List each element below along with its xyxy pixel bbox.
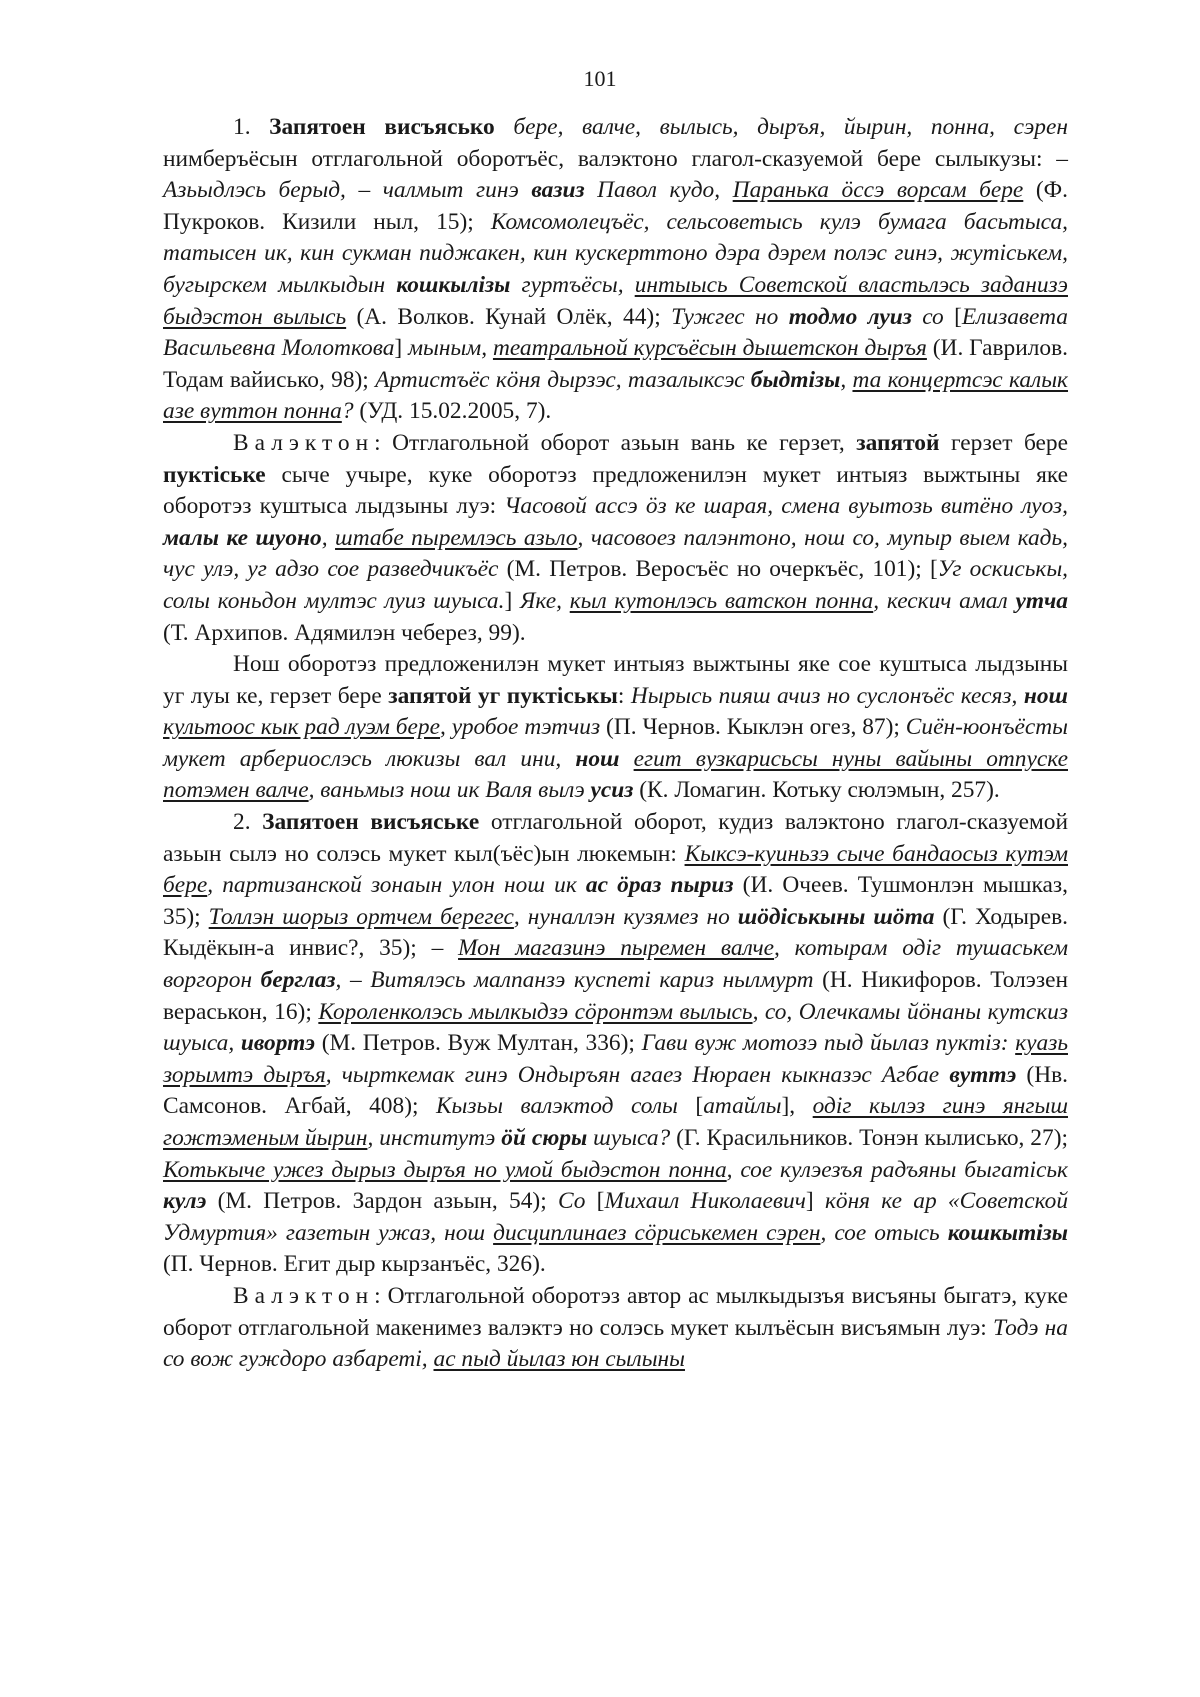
paragraph-5: Валэктон: Отглагольной оборотэз автор ас мылкыдызъя висъяны быгатэ, куке оборот отглагольной макенимез валэктэ но солэсь мукет кылъёсын висъямын луэ: Тодэ на со вож гуждоро азбаретi, ас пыд йылаз юн сылыны [163,1282,1068,1373]
text-body [163,112,1068,1376]
page-number: 101 [583,66,617,91]
paragraph-4: 2. Запятоен висъяське отглагольной оборот, кудиз валэктоно глагол-сказуемой азьын сылэ но солэсь мукет кыл(ъёс)ын люкемын: Кыксэ-куиньзэ сыче бандаосыз кутэм бере, партизанской зонаын улон нош ик ас öраз пыриз (И. Очеев. Тушмонлэн мышказ, 35); Толлэн шорыз ортчем берегес, нуналлэн кузямез но шöдiськыны шöта (Г. Ходырев. Кыдёкын-а инвис?, 35); – Мон магазинэ пыремен валче, котырам одiг тушаськем воргорон берглаз, – Витялэсь малпанзэ куспетi кариз нылмурт (Н. Никифоров. Толэзен вераськон, 16); Короленколэсь мылкыдзэ сöронтэм вылысь, со, Олечкамы йöнаны кутскиз шуыса, ивортэ (М. Петров. Вуж Мултан, 336); Гави вуж мотозэ пыд йылаз пуктiз: куазь зорымтэ дыръя, чырткемак гинэ Ондыръян агаез Нюраен кыкназэс Агбае вуттэ (Нв. Самсонов. Агбай, 408); Кызьы валэктод солы [атайлы], одiг кылэз гинэ янгыш гожтэменым йырин, институтэ öй сюры шуыса? (Г. Красильников. Тонэн кылисько, 27); Котькыче ужез дырыз дыръя но умой быдэстон понна, сое кулэезъя радъяны быгатiськ кулэ (М. Петров. Зардон азьын, 54); Со [Михаил Николаевич] кöня ке ар «Советской Удмуртия» газетын ужаз, нош дисциплинаез сöриськемен сэрен, сое отысь кошкытiзы (П. Чернов. Егит дыр кырзанъёс, 326). [163,809,1069,1278]
paragraph-3: Нош оборотэз предложенилэн мукет интыяз выжтыны яке сое куштыса лыдзыны уг луы ке, герзет бере запятой уг пуктiськы: Нырысь пияш ачиз но суслонъёс кесяз, нош культоос кык рад луэм бере, уробое тэтчиз (П. Чернов. Кыклэн огез, 87); Сиён-юонъёсты мукет арбериослэсь люкизы вал ини, нош егит вузкарисьсы нуны вайыны отпуске потэмен валче, ваньмыз нош ик Валя вылэ усиз (К. Ломагин. Котьку сюлэмын, 257). [163,651,1068,804]
paragraph-1: 1. Запятоен висъясько бере, валче, вылысь, дыръя, йырин, понна, сэрен нимберъёсын отглагольной оборотъёс, валэктоно глагол-сказуемой бере сылыкузы: – Азьыдлэсь берыд, – чалмыт гинэ вазиз Павол кудо, Паранька öссэ ворсам бере (Ф. Пукроков. Кизили ныл, 15); Комсомолецъёс, сельсоветысь кулэ бумага басьтыса, татысен ик, кин сукман пиджакен, кин кускерттоно дэра дэрем полэс гинэ, жутiськем, бугырскем мылкыдын кошкылiзы гуртъёсы, интыысь Советской властьлэсь заданизэ быдэстон вылысь (А. Волков. Кунай Олёк, 44); Тужгес но тодмо луиз со [Елизавета Васильевна Молоткова] мыным, театральной курсъёсын дышетскон дыръя (И. Гаврилов. Тодам вайисько, 98); Артистъёс кöня дырзэс, тазалыксэс быдтiзы, та концертсэс калык азе вуттон понна? (УД. 15.02.2005, 7). [163,114,1069,425]
paragraph-2: Валэктон: Отглагольной оборот азьын вань ке герзет, запятой герзет бере пуктiське сыче учыре, куке оборотэз предложенилэн мукет интыяз выжтыны яке оборотэз куштыса лыдзыны луэ: Часовой ассэ öз ке шарая, смена вуытозь витёно луоз, малы ке шуоно, штабе пыремлэсь азьло, часовоез палэнтоно, нош со, мупыр выем кадь, чус улэ, уг адзо сое разведчикъёс (М. Петров. Веросъёс но очеркъёс, 101); [Уг оскиськы, солы коньдон мултэс луиз шуыса.] Яке, кыл кутонлэсь ватскон понна, кескич амал утча (Т. Архипов. Адямилэн чеберез, 99). [163,429,1069,646]
